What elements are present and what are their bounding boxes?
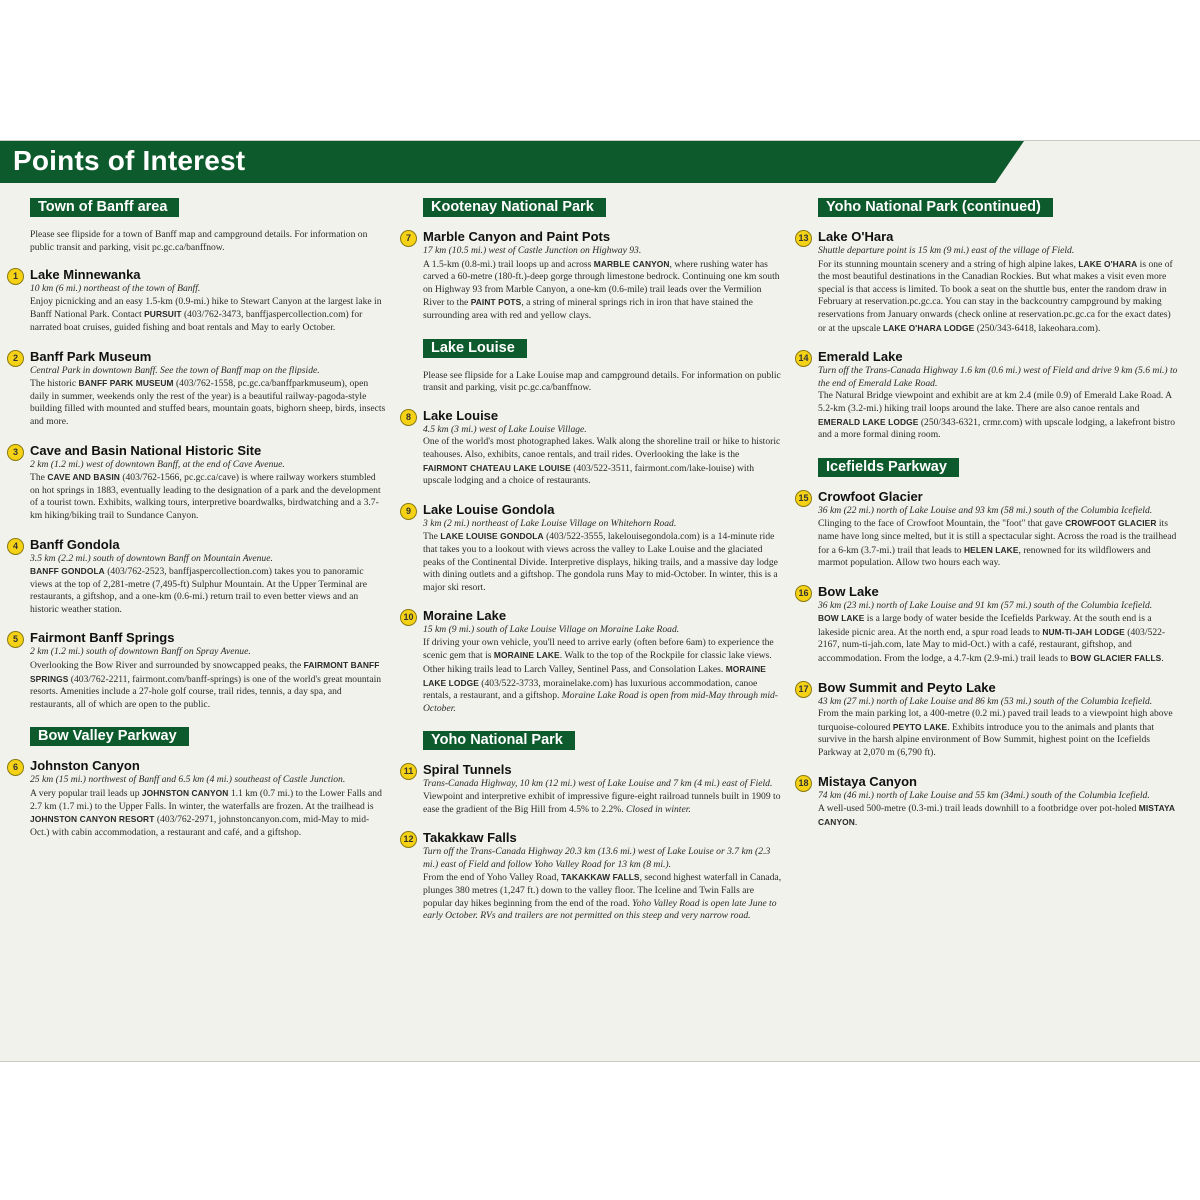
poi-description xyxy=(423,637,782,716)
poi-location: 17 km (10.5 mi.) west of Castle Junction on Highway 93. xyxy=(423,245,642,256)
poi-description xyxy=(30,377,387,428)
section-lake-louise xyxy=(400,337,782,716)
highlighted-name: JOHNSTON CANYON xyxy=(141,788,229,799)
poi-location: Central Park in downtown Banff. See the town of Banff map on the flipside. xyxy=(30,364,320,376)
section-intro: Please see flipside for a Lake Louise map and campground details. For information on public transit and parking, visit pc.gc.ca/banffnow. xyxy=(423,369,781,394)
poi-name: Marble Canyon and Paint Pots xyxy=(423,229,611,244)
description-text: The Natural Bridge viewpoint and exhibit are at km 2.4 (mile 0.9) of Emerald Lake Road. A 5.2-km (3.2-mi.) hiking trail loops around the lake. There are also canoe rentals and xyxy=(818,390,1172,414)
highlighted-name: LAKE LOUISE GONDOLA xyxy=(440,531,544,542)
poi-description xyxy=(423,530,782,594)
highlighted-name: LAKE O'HARA xyxy=(1078,258,1138,269)
section-town-of-banff-area xyxy=(7,196,387,711)
poi-description xyxy=(818,258,1180,336)
poi-number-badge: 18 xyxy=(795,775,812,792)
column-1 xyxy=(7,196,387,1061)
description-text: (403/522-3733, morainelake.com) has luxurious accommodation, canoe rentals, a restaurant, and a giftshop. xyxy=(423,677,758,702)
poi-number-badge: 9 xyxy=(400,503,417,520)
highlighted-name: NUM-TI-JAH LODGE xyxy=(1042,626,1125,637)
poi-name: Lake O'Hara xyxy=(818,229,894,244)
highlighted-name: PURSUIT xyxy=(144,309,182,320)
section-header: Yoho National Park (continued) xyxy=(818,198,1053,217)
section-icefields-parkway xyxy=(795,456,1180,830)
poi-number-badge: 5 xyxy=(7,631,24,648)
section-intro: Please see flipside for a town of Banff map and campground details. For information on public transit and parking, visit pc.gc.ca/banffnow. xyxy=(30,229,368,253)
section-header: Bow Valley Parkway xyxy=(30,727,189,746)
highlighted-name: CROWFOOT GLACIER xyxy=(1065,518,1157,529)
poi-name: Emerald Lake xyxy=(818,349,903,365)
poi-entry-fairmont-banff-springs xyxy=(7,630,387,711)
highlighted-name: FAIRMONT CHATEAU LAKE LOUISE xyxy=(423,462,571,473)
poi-description xyxy=(423,791,782,816)
poi-number-badge: 3 xyxy=(7,444,24,461)
section-bow-valley-parkway xyxy=(7,725,387,839)
description-text: . Exhibits introduce you to the animals and plants that survive in the harsh alpine environment of Bow Summit, highest point on the Icefields Parkway at 2,070 m (6,790 ft). xyxy=(818,721,1155,759)
highlighted-name: TAKAKKAW FALLS xyxy=(561,872,640,883)
description-text: , renowned for its wildflowers and marmot population. Allow two hours each way. xyxy=(818,544,1151,569)
highlighted-name: LAKE O'HARA LODGE xyxy=(883,322,975,333)
description-text: . Walk to the top of the Rockpile for classic lake views. Other hiking trails lead to Larch Valley, Sentinel Pass, and Consolation Lakes. xyxy=(423,650,772,676)
description-text: From the end of Yoho Valley Road, xyxy=(423,872,562,884)
poi-description xyxy=(818,390,1180,441)
poi-number-badge: 16 xyxy=(795,585,812,602)
poi-name: Lake Louise Gondola xyxy=(423,501,555,517)
poi-location: 2 km (1.2 mi.) south of downtown Banff on Spray Avenue. xyxy=(30,646,251,658)
poi-location: 15 km (9 mi.) south of Lake Louise Village on Moraine Lake Road. xyxy=(423,624,680,636)
highlighted-name: FAIRMONT BANFF SPRINGS xyxy=(30,660,380,684)
poi-entry-cave-and-basin-national-historic-site xyxy=(7,443,387,523)
highlighted-name: BOW LAKE xyxy=(818,613,865,624)
poi-name: Banff Gondola xyxy=(30,536,120,552)
highlighted-name: MORAINE LAKE xyxy=(493,650,560,661)
description-text: is a large body of water beside the Icefields Parkway. At the south end is a lakeside picnic area. At the north end, a spur road leads to xyxy=(818,613,1152,638)
poi-location: 25 km (15 mi.) northwest of Banff and 6.5 km (4 mi.) southeast of Castle Junction. xyxy=(30,774,346,786)
poi-description xyxy=(30,471,387,522)
section-header: Town of Banff area xyxy=(30,198,179,217)
poi-description xyxy=(423,258,782,323)
description-text: A very popular trail leads up xyxy=(30,788,142,800)
poi-name: Spiral Tunnels xyxy=(423,762,512,778)
description-text: Yoho Valley Road is open late June to early October. RVs and trailers are not permitted on this steep and very narrow road. xyxy=(423,897,777,922)
poi-location: 3.5 km (2.2 mi.) south of downtown Banff on Mountain Avenue. xyxy=(30,552,273,564)
poi-entry-johnston-canyon xyxy=(7,758,387,839)
description-text: Moraine Lake Road is open from mid-May through mid-October. xyxy=(423,690,778,714)
highlighted-name: MARBLE CANYON xyxy=(593,258,670,269)
description-text: A well-used 500-metre (0.3-mi.) trail leads downhill to a footbridge over pot-holed xyxy=(818,803,1139,815)
poi-number-badge: 14 xyxy=(795,350,812,367)
poi-number-badge: 8 xyxy=(400,409,417,426)
description-text: is one of the most beautiful destinations in the Canadian Rockies. But what makes a visit even more special is that access is limited. To book a seat on the shuttle bus, enter the random draw in February at reservation.pc.gc.ca. You can stay in the backcountry campground by making reservations from January onwards (check online at reservation.pc.gc.ca for the exact dates) or at the upscale xyxy=(818,258,1173,334)
poi-location: Turn off the Trans-Canada Highway 1.6 km (0.6 mi.) west of Field and drive 9 km (5.6 mi.) to the end of Emerald Lake Road. xyxy=(818,365,1178,389)
poi-entry-lake-minnewanka xyxy=(7,267,387,334)
description-text: , a string of mineral springs rich in iron that have stained the surrounding area with red and yellow clays. xyxy=(423,297,753,321)
section-header: Yoho National Park xyxy=(423,731,575,750)
poi-number-badge: 11 xyxy=(400,763,417,780)
description-text: The xyxy=(423,531,441,543)
poi-number-badge: 1 xyxy=(7,268,24,285)
poi-location: 10 km (6 mi.) northeast of the town of Banff. xyxy=(30,283,201,295)
description-text: . xyxy=(1161,653,1164,665)
poi-location: 2 km (1.2 mi.) west of downtown Banff, at the end of Cave Avenue. xyxy=(30,458,285,470)
poi-name: Moraine Lake xyxy=(423,608,507,624)
poi-name: Cave and Basin National Historic Site xyxy=(30,442,262,458)
description-text: Closed in winter. xyxy=(626,803,691,815)
section-yoho-national-park-continued xyxy=(795,196,1180,442)
highlighted-name: BOW GLACIER FALLS xyxy=(1070,653,1162,664)
description-text: . xyxy=(854,816,858,828)
poi-entry-bow-lake xyxy=(795,584,1180,666)
section-header: Lake Louise xyxy=(423,339,527,358)
description-text: For its stunning mountain scenery and a string of high alpine lakes, xyxy=(818,258,1079,270)
page-title: Points of Interest xyxy=(13,145,246,176)
description-text: (403/522-3511, fairmont.com/lake-louise) with upscale lodging and a choice of restaurants. xyxy=(423,462,755,487)
column-3 xyxy=(795,196,1180,1061)
poi-name: Lake Louise xyxy=(423,407,499,423)
poi-name: Johnston Canyon xyxy=(30,758,140,774)
description-text: (403/762-3473, banffjaspercollection.com) for narrated boat cruises, guided fishing and boat rentals and May to early October. xyxy=(30,309,363,333)
poi-location: Turn off the Trans-Canada Highway 20.3 km (13.6 mi.) west of Lake Louise or 3.7 km (2.3 mi.) east of Field and follow Yoho Valley Road for 13 km (8 mi.). xyxy=(423,846,771,870)
poi-location: 4.5 km (3 mi.) west of Lake Louise Village. xyxy=(423,423,587,435)
poi-entry-moraine-lake xyxy=(400,608,782,715)
poi-entry-mistaya-canyon xyxy=(795,774,1180,830)
poi-entry-lake-louise-gondola xyxy=(400,502,782,595)
section-header: Icefields Parkway xyxy=(818,458,959,477)
poi-description xyxy=(30,787,387,839)
description-text: (403/522-3555, lakelouisegondola.com) is a 14-minute ride that takes you to a lookout with views across the valley to Lake Louise and the glaciated peaks of the Continental Divide. Interpretive displays, hiking trails, and a massive day lodge with dining outlets and a giftshop. The gondola runs May to mid-October. In winter, this is a major ski resort. xyxy=(423,531,778,593)
description-text: The xyxy=(30,472,48,484)
poi-name: Bow Summit and Peyto Lake xyxy=(818,679,996,695)
poi-name: Fairmont Banff Springs xyxy=(30,630,175,646)
column-2 xyxy=(400,196,782,1061)
description-text: (403/762-1566, pc.gc.ca/cave) is where railway workers stumbled on hot springs in 1883, eventually leading to the designation of a park and the development of a tourist town. Exhibits, walking tours, interpretive boardwalks, birdwatching and a 3.7-km hiking/biking trail to Sundance Canyon. xyxy=(30,472,381,521)
description-text: (403/762-2523, banffjaspercollection.com) takes you to panoramic views at the top of 2,281-metre (7,495-ft) Sulphur Mountain. At the Upper Terminal are restaurants, a giftshop, and a one-km (0.6-mi.) return trail to even better views and an historic weather station. xyxy=(30,566,367,615)
description-text: Viewpoint and interpretive exhibit of impressive figure-eight railroad tunnels built in 1909 to ease the gradient of the Big Hill from 4.5% to 2.2%. xyxy=(423,791,781,815)
poi-number-badge: 15 xyxy=(795,490,812,507)
poi-number-badge: 2 xyxy=(7,350,24,367)
poi-description xyxy=(423,436,782,487)
description-text: If driving your own vehicle, you'll need to arrive early (often before 6am) to experience the scenic gem that is xyxy=(423,636,774,662)
poi-number-badge: 10 xyxy=(400,609,417,626)
poi-name: Bow Lake xyxy=(818,583,879,599)
description-text: A 1.5-km (0.8-mi.) trail loops up and across xyxy=(423,258,594,270)
description-text: Enjoy picnicking and an easy 1.5-km (0.9-mi.) hike to Stewart Canyon at the largest lake in Banff National Park. Contact xyxy=(30,295,382,321)
description-text: , second highest waterfall in Canada, plunges 380 metres (1,247 ft.) down to the valley floor. The Iceline and Twin Falls are popular day hikes beginning from the end of the road. xyxy=(423,872,782,909)
section-header: Kootenay National Park xyxy=(423,198,606,217)
highlighted-name: PEYTO LAKE xyxy=(892,721,948,732)
highlighted-name: EMERALD LAKE LODGE xyxy=(818,416,919,427)
poi-description xyxy=(30,565,387,616)
highlighted-name: CAVE AND BASIN xyxy=(47,472,120,483)
poi-location: Shuttle departure point is 15 km (9 mi.) east of the village of Field. xyxy=(818,245,1075,256)
description-text: The historic xyxy=(30,378,79,390)
description-text: From the main parking lot, a 400-metre (0.2 mi.) paved trail leads to a viewpoint high above turquoise-coloured xyxy=(818,708,1173,733)
poi-description xyxy=(30,296,387,335)
description-text: Overlooking the Bow River and surrounded by snowcapped peaks, the xyxy=(30,660,304,672)
highlighted-name: HELEN LAKE xyxy=(964,544,1019,555)
poi-description xyxy=(423,871,782,922)
poi-description xyxy=(30,659,387,711)
description-text: Clinging to the face of Crowfoot Mountain, the "foot" that gave xyxy=(818,518,1066,530)
poi-location: 3 km (2 mi.) northeast of Lake Louise Village on Whitehorn Road. xyxy=(423,517,677,529)
poi-name: Banff Park Museum xyxy=(30,348,152,364)
poi-description xyxy=(818,802,1180,829)
highlighted-name: PAINT POTS xyxy=(470,297,522,308)
poi-number-badge: 17 xyxy=(795,681,812,698)
poi-entry-crowfoot-glacier xyxy=(795,489,1180,570)
poi-entry-lake-o-hara xyxy=(795,229,1180,335)
description-text: , where rushing water has carved a 60-metre (180-ft.)-deep gorge through limestone bedrock. Continuing one km south on Highway 93 from Marble Canyon, a one-km (0.6-mile) trail leads over the Vermilion River to the xyxy=(423,258,780,309)
poi-entry-lake-louise xyxy=(400,408,782,488)
poi-location: 36 km (22 mi.) north of Lake Louise and 93 km (58 mi.) south of the Columbia Icefield. xyxy=(818,504,1153,516)
highlighted-name: MISTAYA CANYON xyxy=(818,803,1175,827)
poi-name: Takakkaw Falls xyxy=(423,830,517,846)
description-text: (250/343-6418, lakeohara.com). xyxy=(974,322,1101,334)
section-kootenay-national-park xyxy=(400,196,782,323)
poi-number-badge: 4 xyxy=(7,538,24,555)
poi-description xyxy=(818,708,1180,759)
description-text: (250/343-6321, crmr.com) with upscale lodging, a lakefront bistro and a more formal dining room. xyxy=(818,416,1176,441)
poi-number-badge: 13 xyxy=(795,230,812,247)
poi-location: 36 km (23 mi.) north of Lake Louise and 91 km (57 mi.) south of the Columbia Icefield. xyxy=(818,599,1153,611)
description-text: (403/522-2167, num-ti-jah.com, late May to mid-Oct.) with a café, restaurant, giftshop, and accommodation. From the lodge, a 4.7-km (2.9-mi.) trail leads to xyxy=(818,626,1166,665)
section-yoho-national-park xyxy=(400,729,782,922)
highlighted-name: BANFF GONDOLA xyxy=(30,566,105,577)
poi-location: 74 km (46 mi.) north of Lake Louise and 55 km (34mi.) south of the Columbia Icefield. xyxy=(818,789,1150,801)
highlighted-name: BANFF PARK MUSEUM xyxy=(78,378,174,389)
poi-description xyxy=(818,612,1180,665)
description-text: (403/762-2211, fairmont.com/banff-springs) is one of the world's great mountain resorts. Amenities include a 27-hole golf course, trail rides, tennis, a day spa, and restaurants, all of which are open to the public. xyxy=(30,673,382,710)
poi-entry-banff-gondola xyxy=(7,537,387,617)
poi-number-badge: 6 xyxy=(7,759,24,776)
points-of-interest-panel xyxy=(0,140,1200,1062)
poi-name: Mistaya Canyon xyxy=(818,773,917,789)
poi-entry-banff-park-museum xyxy=(7,349,387,429)
poi-entry-emerald-lake xyxy=(795,349,1180,442)
poi-entry-bow-summit-and-peyto-lake xyxy=(795,680,1180,760)
poi-description xyxy=(818,517,1180,569)
description-text: (403/762-1558, pc.gc.ca/banffparkmuseum), open daily in summer, weekends only the rest of the year) is a beautiful railway-pagoda-style building filled with mounted and stuffed bears, mountain goats, bighorn sheep, birds, insects and more. xyxy=(30,378,386,427)
description-text: 1.1 km (0.7 mi.) to the Lower Falls and 2.7 km (1.7 mi.) to the Upper Falls. In winter, the waterfalls are frozen. At the trailhead is xyxy=(30,788,382,812)
description-text: its name have long since melted, but it is still a spectacular sight. Across the road is the trailhead for a 6-km (3.7-mi.) trail that leads to xyxy=(818,518,1177,556)
poi-entry-spiral-tunnels xyxy=(400,762,782,816)
highlighted-name: JOHNSTON CANYON RESORT xyxy=(30,814,155,825)
description-text: One of the world's most photographed lakes. Walk along the shoreline trail or hike to historic teahouses. Also, exhibits, canoe rentals, and trail rides. Overlooking the lake is the xyxy=(423,436,781,460)
highlighted-name: MORAINE LAKE LODGE xyxy=(423,664,766,688)
poi-entry-marble-canyon-and-paint-pots xyxy=(400,229,782,323)
poi-number-badge: 7 xyxy=(400,230,417,247)
poi-number-badge: 12 xyxy=(400,831,417,848)
poi-name: Lake Minnewanka xyxy=(30,267,141,283)
poi-entry-takakkaw-falls xyxy=(400,830,782,923)
poi-location: 43 km (27 mi.) north of Lake Louise and 86 km (53 mi.) south of the Columbia Icefield. xyxy=(818,695,1153,707)
description-text: (403/762-2971, johnstoncanyon.com, mid-May to mid-Oct.) with cabin accommodation, a restaurant and café, and a giftshop. xyxy=(30,814,370,838)
poi-name: Crowfoot Glacier xyxy=(818,488,923,504)
poi-location: Trans-Canada Highway, 10 km (12 mi.) west of Lake Louise and 7 km (4 mi.) east of Field. xyxy=(423,778,773,790)
